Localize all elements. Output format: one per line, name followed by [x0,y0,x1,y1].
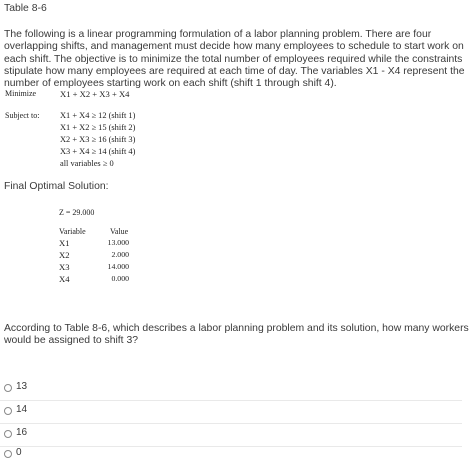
option-label: 13 [16,381,28,392]
question-text: According to Table 8-6, which describes a labor planning problem and its solution, how many workers would be assigned to shift 3? [4,323,469,347]
answer-option[interactable] [0,444,462,466]
radio-button[interactable] [4,384,12,392]
variable-value: 14.000 [107,262,129,271]
objective-value: Z = 29.000 [59,208,95,217]
variable-name: X1 [59,238,70,248]
final-solution-heading: Final Optimal Solution: [4,181,109,192]
variable-name: X3 [59,262,70,272]
constraint-shift-4: X3 + X4 ≥ 14 (shift 4) [60,147,136,156]
variable-name: X4 [59,274,70,284]
radio-button[interactable] [4,450,12,458]
objective-function: X1 + X2 + X3 + X4 [60,89,130,99]
problem-description: The following is a linear programming formulation of a labor planning problem. There are four overlapping shifts, and management must decide how many employees to schedule to start work on each shift. The objective is to minimize the total number of employees required while the constraints stipulate how many employees are required at each time of day. The variables X1 - X4 represent the number of employees starting work on each shift (shift 1 through shift 4). [4,29,465,90]
constraint-shift-2: X1 + X2 ≥ 15 (shift 2) [60,123,136,132]
answer-option[interactable] [0,378,462,401]
subject-to-label: Subject to: [5,111,40,120]
variable-value: 0.000 [111,274,129,283]
radio-button[interactable] [4,430,12,438]
constraint-shift-3: X2 + X3 ≥ 16 (shift 3) [60,135,136,144]
answer-option[interactable] [0,401,462,424]
variable-value: 13.000 [107,238,129,247]
variable-header: Variable [59,227,86,236]
constraint-shift-1: X1 + X4 ≥ 12 (shift 1) [60,111,136,120]
option-label: 0 [16,447,22,458]
variable-name: X2 [59,250,70,260]
option-label: 16 [16,427,28,438]
nonnegativity-constraint: all variables ≥ 0 [60,159,114,168]
option-label: 14 [16,404,28,415]
value-header: Value [110,227,129,236]
radio-button[interactable] [4,407,12,415]
table-title: Table 8-6 [4,3,47,14]
variable-value: 2.000 [111,250,129,259]
minimize-label: Minimize [5,89,37,98]
